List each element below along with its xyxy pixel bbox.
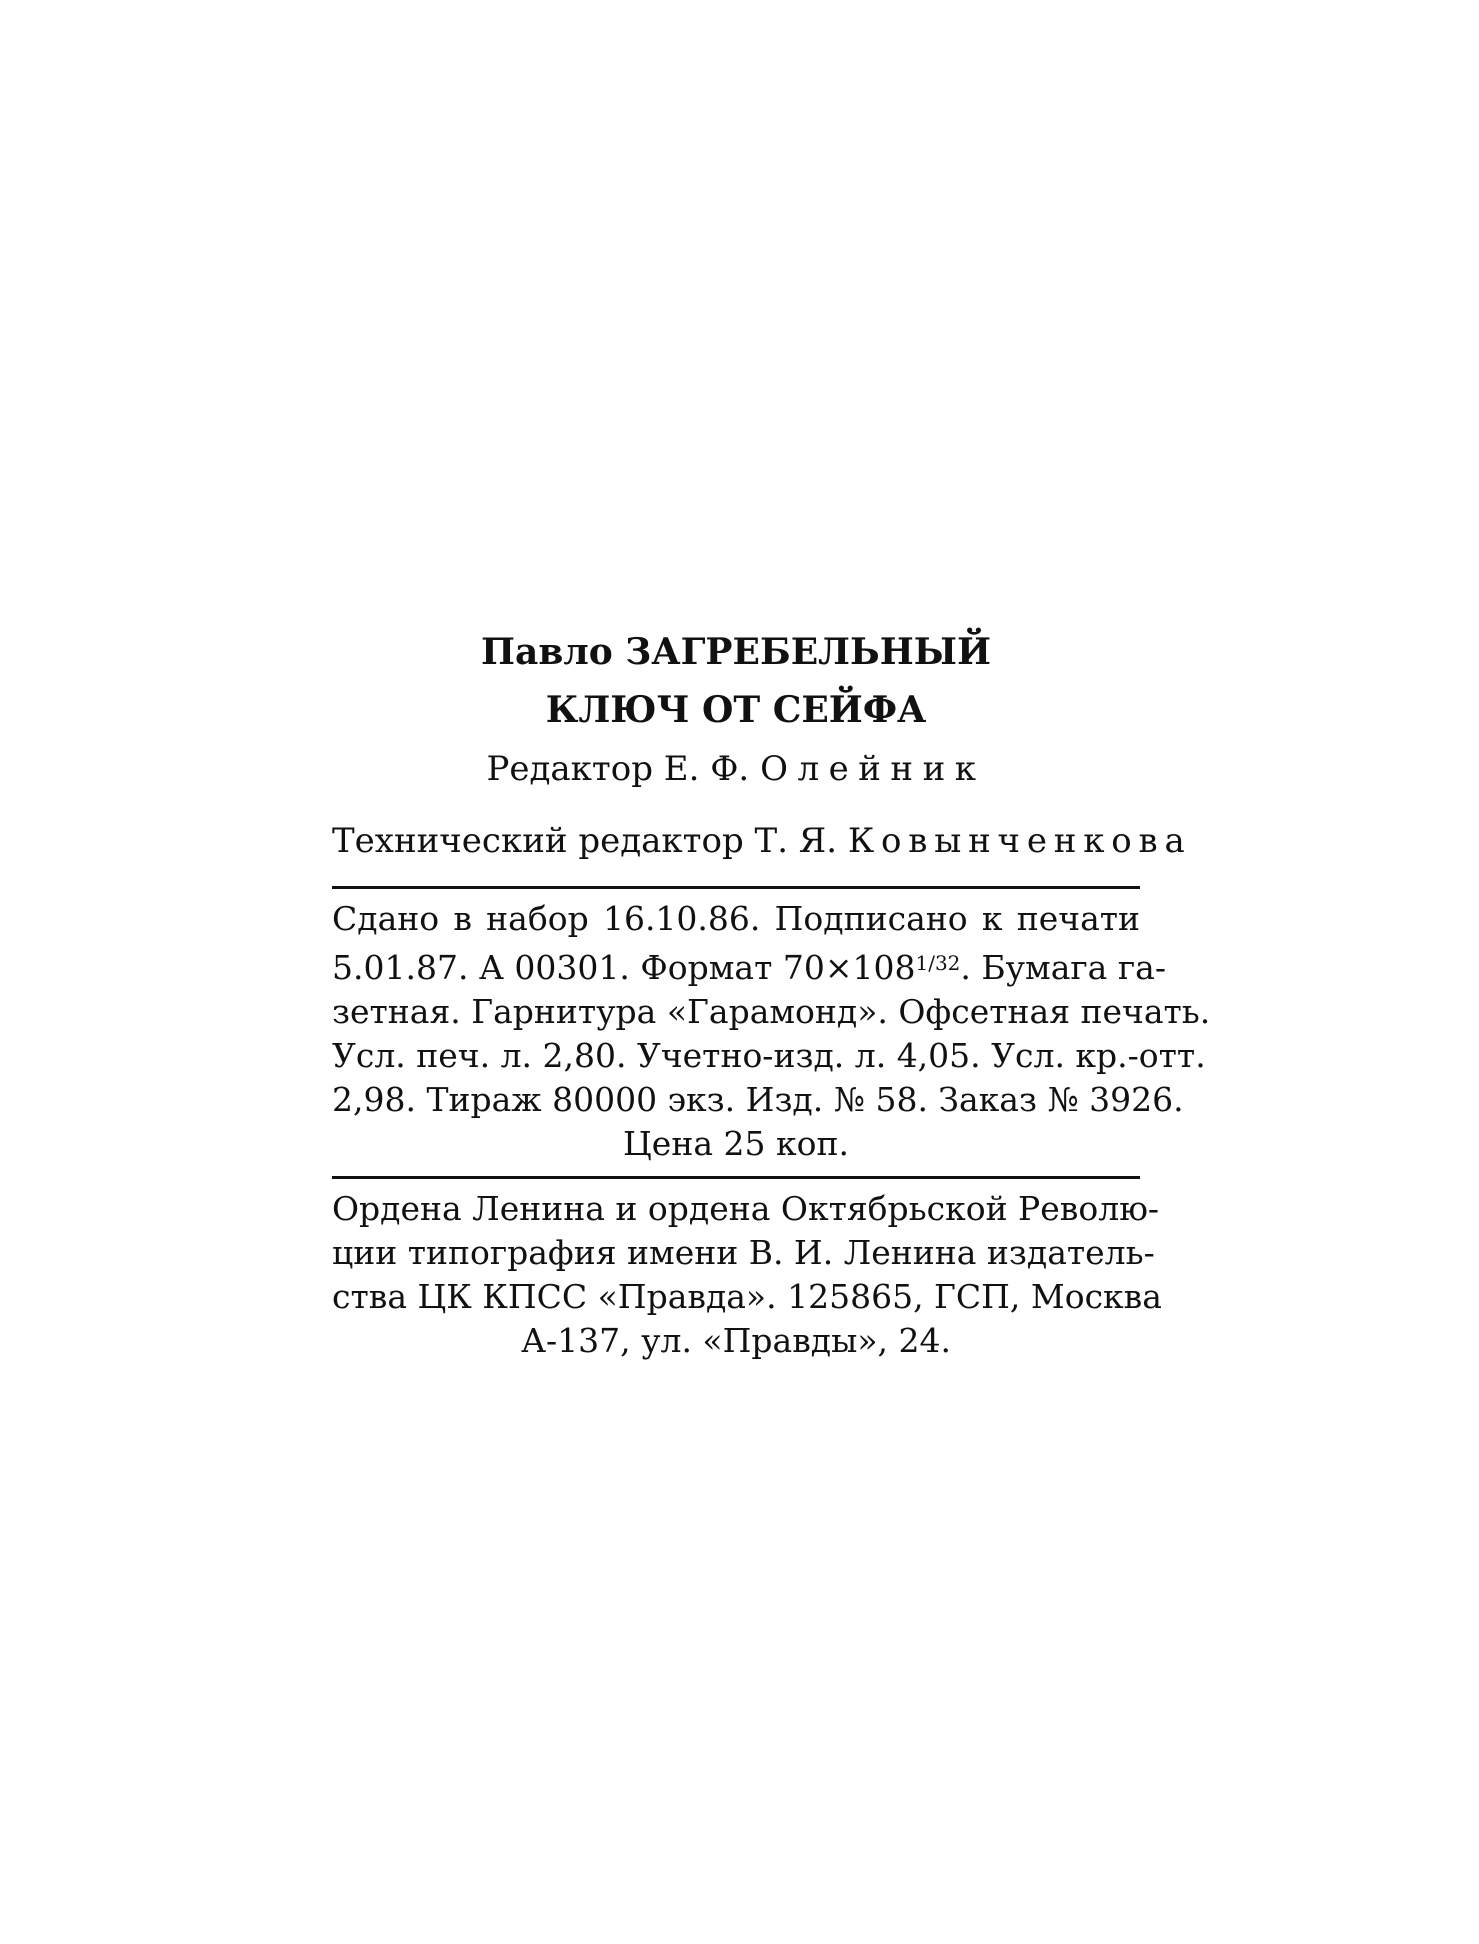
printer-info-block: [332, 1187, 1162, 1363]
divider-top: [332, 886, 1140, 889]
editor-line: [332, 746, 1140, 792]
tech-editor-label: Технический редактор Т. Я.: [332, 821, 838, 861]
divider-bottom: [332, 1176, 1140, 1179]
editor-label: Редактор Е. Ф.: [486, 749, 750, 789]
print-info-line: [332, 941, 1166, 990]
print-info-block: [332, 897, 1211, 1166]
printer-info-line: Ордена Ленина и ордена Октябрьской Револю-: [332, 1189, 1160, 1228]
print-info-line: Сдано в набор 16.10.86. Подписано к печати: [332, 899, 1140, 938]
author-last-name: ЗАГРЕБЕЛЬНЫЙ: [625, 631, 991, 673]
printer-info-line: ства ЦК КПСС «Правда». 125865, ГСП, Москва: [332, 1277, 1162, 1316]
printer-info-line: ции типография имени В. И. Ленина издатель-: [332, 1233, 1155, 1272]
book-title: КЛЮЧ ОТ СЕЙФА: [545, 689, 927, 731]
paper-text: . Бумага га-: [960, 948, 1166, 987]
author-first-name: Павло: [481, 631, 613, 673]
colophon: [332, 628, 1211, 1363]
price-line: Цена 25 коп.: [623, 1124, 849, 1163]
print-info-line: Усл. печ. л. 2,80. Учетно-изд. л. 4,05. Усл. кр.-отт.: [332, 1036, 1206, 1075]
format-fraction: 1/32: [915, 951, 961, 975]
tech-editor-line: [332, 818, 1192, 864]
author-line: [332, 628, 1140, 676]
print-info-line: зетная. Гарнитура «Гарамонд». Офсетная печать.: [332, 992, 1211, 1031]
printer-address-line: А-137, ул. «Правды», 24.: [520, 1321, 952, 1360]
editor-name: Олейник: [760, 749, 986, 789]
tech-editor-name: Ковынченкова: [847, 821, 1192, 861]
format-text: 5.01.87. А 00301. Формат 70×108: [332, 948, 916, 987]
print-info-line: 2,98. Тираж 80000 экз. Изд. № 58. Заказ № 3926.: [332, 1080, 1184, 1119]
